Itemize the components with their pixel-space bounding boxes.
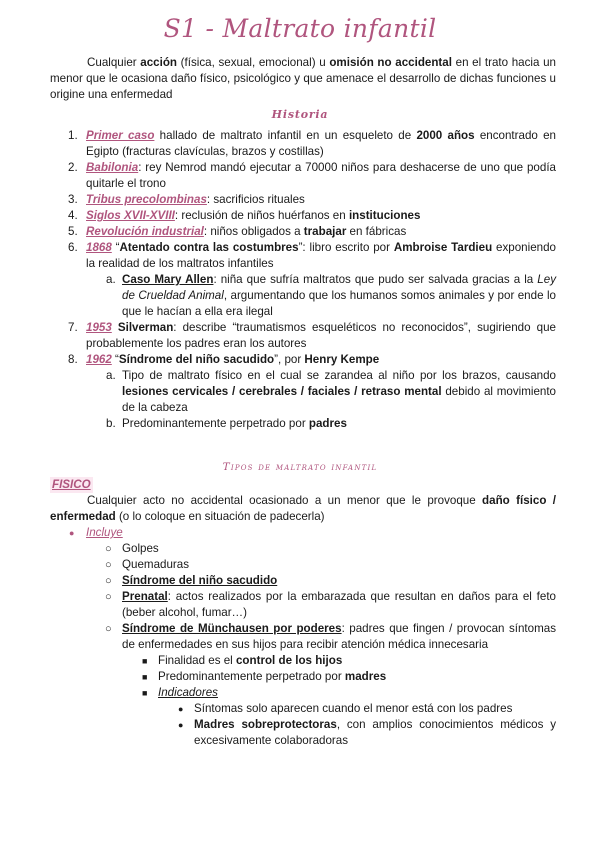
page-title: S1 - Maltrato infantil bbox=[163, 14, 437, 43]
intro-text: (física, sexual, emocional) u bbox=[177, 56, 330, 69]
fisico-label: FISICO bbox=[52, 478, 91, 491]
list-item: ○ Síndrome del niño sacudido bbox=[105, 574, 278, 587]
sub-list-item: b. Predominantemente perpetrado por padres bbox=[106, 417, 347, 430]
open-circle-bullet-icon: ○ bbox=[105, 543, 112, 555]
list-item: ○ Quemaduras bbox=[105, 558, 190, 571]
square-bullet-icon: ■ bbox=[142, 672, 148, 682]
key-term: Babilonia bbox=[86, 161, 139, 174]
key-term: 1868 bbox=[86, 241, 112, 254]
open-circle-bullet-icon: ○ bbox=[105, 559, 112, 571]
sub-list-item: a. Tipo de maltrato físico en el cual se zarandea al niño por los brazos, causando lesiones cervicales / cerebrales / faciales / retraso mental debido al movimiento de la cabeza bbox=[106, 369, 557, 414]
list-item: 7. 1953 Silverman: describe “traumatismos esqueléticos no reconocidos”, sugiriendo que probablemente los padres eran los autores bbox=[68, 321, 556, 350]
key-term: 1953 bbox=[86, 321, 112, 334]
sub-list-item: a. Caso Mary Allen: niña que sufría maltratos que pudo ser salvada gracias a la Ley de Crueldad Animal, argumentando que los humanos somos animales y por ende lo que le hacían a ella era ilegal bbox=[106, 273, 556, 318]
list-item: 8. 1962 “Síndrome del niño sacudido”, por Henry Kempe bbox=[68, 353, 380, 366]
list-item: ○ Síndrome de Münchausen por poderes: padres que fingen / provocan síntomas de enfermedades en sus hijos para recibir atención médica innecesaria bbox=[105, 622, 556, 651]
list-item: ■ Indicadores bbox=[142, 686, 218, 699]
list-item: ■ Predominantemente perpetrado por madres bbox=[142, 670, 387, 683]
list-item: 6. 1868 “Atentado contra las costumbres”: libro escrito por Ambroise Tardieu exponiendo la realidad de los maltratos infantiles bbox=[68, 241, 556, 270]
square-bullet-icon: ■ bbox=[142, 688, 148, 698]
filled-circle-bullet-icon: ● bbox=[178, 720, 184, 730]
intro-text: en el trato hacia un menor que le ocasiona daño físico, psicológico y que amenace el desarrollo de dichas funciones u origine una enfermedad bbox=[50, 56, 556, 101]
filled-circle-bullet-icon: ● bbox=[69, 528, 75, 538]
list-item: ○ Golpes bbox=[105, 542, 159, 555]
key-term: Primer caso bbox=[86, 129, 155, 142]
key-term: Siglos XVII-XVIII bbox=[86, 209, 175, 222]
list-item: ● Síntomas solo aparecen cuando el menor está con los padres bbox=[178, 702, 513, 715]
key-term: 1962 bbox=[86, 353, 112, 366]
filled-circle-bullet-icon: ● bbox=[178, 704, 184, 714]
list-item: ● Madres sobreprotectoras, con amplios conocimientos médicos y excesivamente colaboradoras bbox=[178, 718, 557, 747]
intro-paragraph bbox=[50, 55, 556, 103]
list-item: 1. Primer caso hallado de maltrato infantil en un esqueleto de 2000 años encontrado en Egipto (fracturas clavículas, brazos y costillas) bbox=[68, 129, 556, 158]
intro-bold: acción bbox=[140, 56, 178, 69]
list-item: 2. Babilonia: rey Nemrod mandó ejecutar a 70000 niños para deshacerse de uno que podía quitarle el trono bbox=[68, 161, 556, 190]
list-item: ■ Finalidad es el control de los hijos bbox=[142, 654, 343, 667]
historia-list bbox=[50, 128, 556, 432]
list-item: ○ Prenatal: actos realizados por la embarazada que resultan en daños para el feto (beber alcohol, fumar…) bbox=[105, 590, 556, 619]
intro-bold: omisión no accidental bbox=[329, 56, 452, 69]
intro-text: Cualquier bbox=[87, 56, 141, 69]
list-item: 5. Revolución industrial: niños obligados a trabajar en fábricas bbox=[68, 225, 407, 238]
list-item: ● Incluye bbox=[69, 526, 123, 539]
open-circle-bullet-icon: ○ bbox=[105, 575, 112, 587]
list-item: 3. Tribus precolombinas: sacrificios rituales bbox=[68, 193, 305, 206]
fisico-tree bbox=[50, 525, 556, 749]
square-bullet-icon: ■ bbox=[142, 656, 148, 666]
fisico-definition: Cualquier acto no accidental ocasionado a un menor que le provoque daño físico / enfermedad (o lo coloque en situación de padecerla) bbox=[50, 494, 557, 523]
list-item: 4. Siglos XVII-XVIII: reclusión de niños huérfanos en instituciones bbox=[68, 209, 421, 222]
tipos-heading: Tipos de maltrato infantil bbox=[222, 461, 378, 473]
open-circle-bullet-icon: ○ bbox=[105, 591, 112, 603]
historia-heading: Historia bbox=[271, 108, 329, 121]
key-term: Tribus precolombinas bbox=[86, 193, 207, 206]
key-term: Revolución industrial bbox=[86, 225, 204, 238]
open-circle-bullet-icon: ○ bbox=[105, 623, 112, 635]
